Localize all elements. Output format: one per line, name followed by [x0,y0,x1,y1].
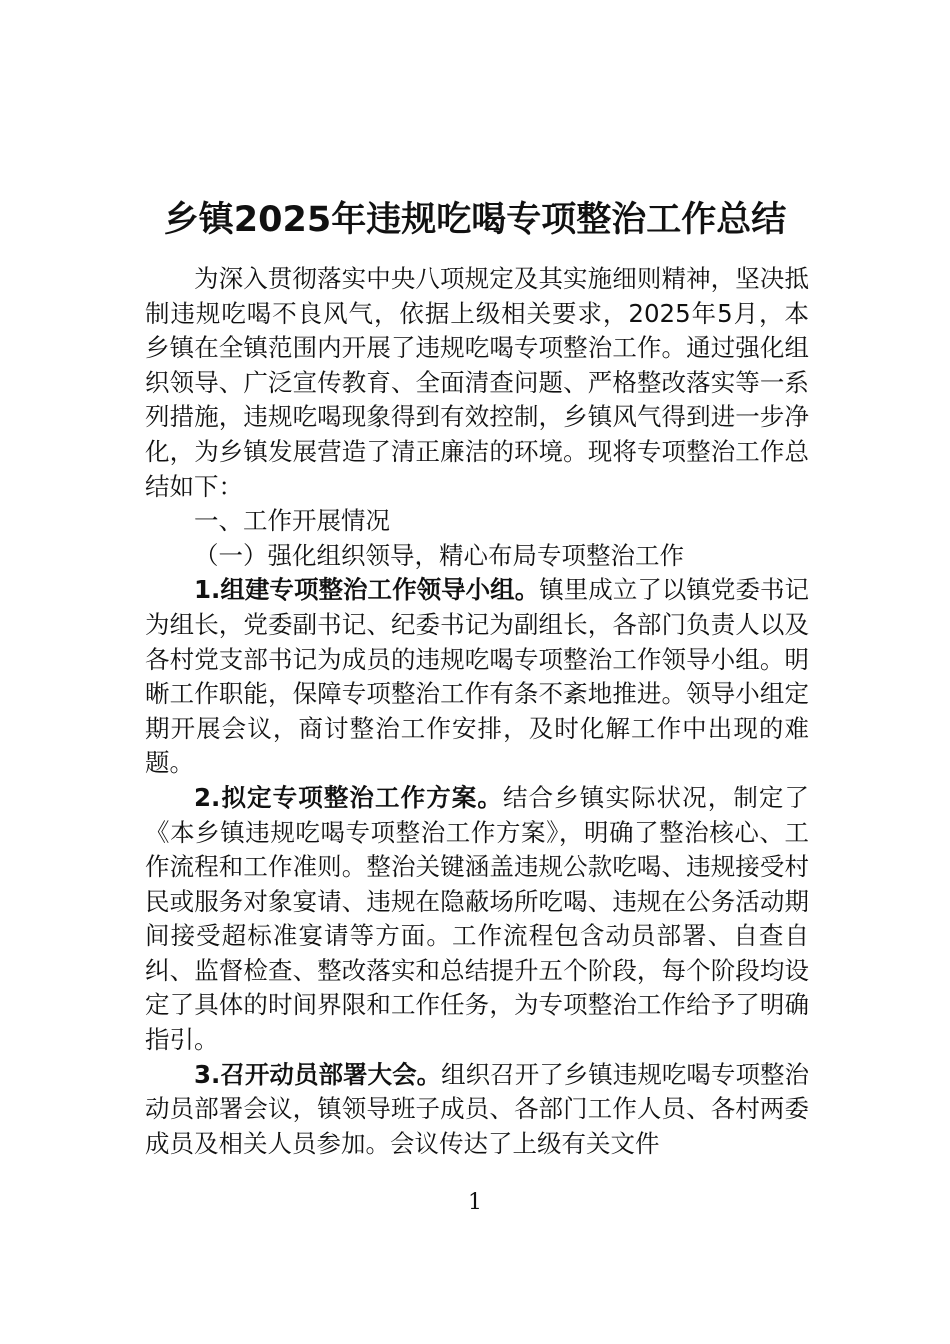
document-body [145,262,809,1161]
subsection-heading: （一）强化组织领导，精心布局专项整治工作 [194,540,684,570]
intro-paragraph: 为深入贯彻落实中央八项规定及其实施细则精神，坚决抵制违规吃喝不良风气，依据上级相关要求，2025年5月，本乡镇在全镇范围内开展了违规吃喝专项整治工作。通过强化组织领导、广泛宣传教育、全面清查问题、严格整改落实等一系列措施，违规吃喝现象得到有效控制，乡镇风气得到进一步净化，为乡镇发展营造了清正廉洁的环境。现将专项整治工作总结如下： [145,264,809,501]
item-lead-2: 2.拟定专项整治工作方案。 [194,782,503,812]
item-paragraph-1 [145,573,809,781]
page-number: 1 [468,1190,482,1215]
section-heading: 一、工作开展情况 [194,506,390,536]
item-lead-3: 3.召开动员部署大会。 [194,1059,442,1089]
item-paragraph-2 [145,781,809,1058]
page-title: 乡镇2025年违规吃喝专项整治工作总结 [163,200,787,241]
item-paragraph-3 [145,1058,809,1162]
item-lead-1: 1.组建专项整治工作领导小组。 [194,575,540,605]
item-text-3: 组织召开了乡镇违规吃喝专项整治动员部署会议，镇领导班子成员、各部门工作人员、各村两委成员及相关人员参加。会议传达了上级有关文件 [145,1059,809,1158]
item-text-1: 镇里成立了以镇党委书记为组长，党委副书记、纪委书记为副组长，各部门负责人以及各村党支部书记为成员的违规吃喝专项整治工作领导小组。明晰工作职能，保障专项整治工作有条不紊地推进。领导小组定期开展会议，商讨整治工作安排，及时化解工作中出现的难题。 [145,575,810,778]
item-text-2: 结合乡镇实际状况，制定了《本乡镇违规吃喝专项整治工作方案》，明确了整治核心、工作流程和工作准则。整治关键涵盖违规公款吃喝、违规接受村民或服务对象宴请、违规在隐蔽场所吃喝、违规在公务活动期间接受超标准宴请等方面。工作流程包含动员部署、自查自纠、监督检查、整改落实和总结提升五个阶段，每个阶段均设定了具体的时间界限和工作任务，为专项整治工作给予了明确指引。 [145,782,810,1055]
